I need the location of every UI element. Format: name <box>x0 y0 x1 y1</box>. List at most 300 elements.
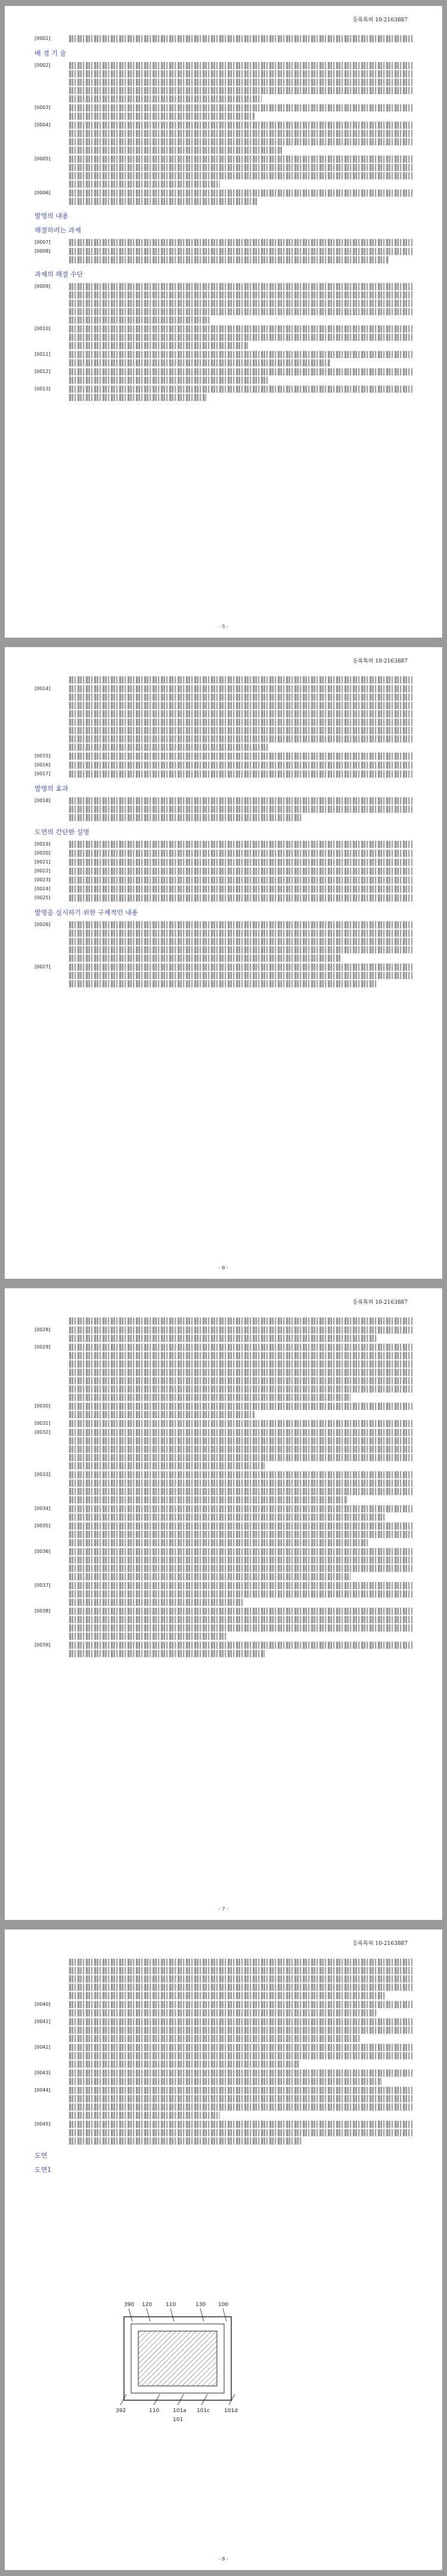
paragraph-text <box>69 849 412 858</box>
paragraph <box>35 894 412 903</box>
section-heading: 도면1 <box>35 2166 52 2174</box>
paragraph-number: [0024] <box>35 886 51 891</box>
paragraph-number: [0040] <box>35 2002 51 2007</box>
paragraph <box>35 770 412 779</box>
text-line <box>69 2121 412 2128</box>
text-line <box>69 702 412 709</box>
text-line <box>69 2035 361 2042</box>
text-line <box>69 113 254 120</box>
text-line <box>69 885 412 893</box>
page-body <box>35 1958 412 2178</box>
paragraph <box>35 189 412 206</box>
text-line <box>69 2052 412 2059</box>
text-line <box>69 964 412 971</box>
text-line <box>69 2069 412 2077</box>
hatched-region <box>138 2331 217 2386</box>
paragraph-text <box>69 1607 412 1641</box>
text-line <box>69 1590 412 1598</box>
text-line <box>69 1967 412 1974</box>
paragraph-text <box>69 385 412 402</box>
paragraph-text <box>69 1419 412 1428</box>
leader-line <box>178 2394 184 2405</box>
patent-number: 등록특허 10-2163887 <box>352 17 408 23</box>
paragraph <box>35 1548 412 1581</box>
text-line <box>69 1992 385 1999</box>
paragraph-text <box>69 2069 412 2086</box>
paragraph-number: [0009] <box>35 284 51 289</box>
text-line <box>69 181 220 188</box>
text-line <box>69 859 412 866</box>
paragraph <box>35 121 412 155</box>
leader-line <box>147 2308 150 2322</box>
paragraph-text <box>69 1581 412 1607</box>
paragraph-text <box>69 840 412 849</box>
paragraph-number: [0013] <box>35 386 51 391</box>
paragraph-text <box>69 761 412 770</box>
text-line <box>69 841 412 848</box>
patent-figure <box>112 2299 243 2424</box>
text-line <box>69 359 330 366</box>
paragraph <box>35 282 412 325</box>
paragraph-number: [0028] <box>35 1327 51 1332</box>
text-line <box>69 1429 412 1436</box>
paragraph <box>35 325 412 350</box>
paragraph <box>35 797 412 822</box>
text-line <box>69 744 268 751</box>
text-line <box>69 316 210 324</box>
figure-label: 120 <box>142 2302 153 2308</box>
paragraph <box>35 1326 412 1343</box>
paragraph-text <box>69 35 412 43</box>
text-line <box>69 762 412 769</box>
text-line <box>69 955 340 962</box>
paragraph <box>35 761 412 770</box>
leader-line <box>200 2308 204 2322</box>
leader-line <box>129 2308 132 2322</box>
paragraph <box>35 104 412 121</box>
paragraph <box>35 2086 412 2120</box>
text-line <box>69 980 378 987</box>
paragraph <box>35 885 412 894</box>
text-line <box>69 930 412 937</box>
page-body <box>35 676 412 989</box>
page-number: - 7 - <box>219 1906 228 1912</box>
paragraph-text <box>69 247 412 265</box>
text-line <box>69 1394 350 1401</box>
text-line <box>69 710 412 717</box>
paragraph <box>35 1343 412 1402</box>
paragraph <box>35 35 412 43</box>
section-heading: 배 경 기 술 <box>35 49 66 57</box>
section-heading: 발명을 실시하기 위한 구체적인 내용 <box>35 909 138 916</box>
text-line <box>69 334 412 341</box>
document-page <box>5 647 442 1279</box>
text-line <box>69 1599 244 1606</box>
text-line <box>69 1959 412 1966</box>
paragraph <box>35 1505 412 1522</box>
paragraph-text <box>69 2043 412 2069</box>
paragraph <box>35 385 412 402</box>
paragraph-text <box>69 1958 412 2000</box>
paragraph-number: [0027] <box>35 964 51 970</box>
paragraph-number <box>35 1958 69 1959</box>
text-line <box>69 1335 378 1342</box>
paragraph <box>35 1958 412 2000</box>
text-line <box>69 921 412 928</box>
text-line <box>69 1642 412 1649</box>
paragraph-number: [0019] <box>35 841 51 847</box>
figure-label: 101d <box>224 2408 238 2414</box>
text-line <box>69 368 412 375</box>
text-line <box>69 1471 412 1478</box>
paragraph <box>35 61 412 104</box>
paragraph <box>35 155 412 189</box>
paragraph-text <box>69 867 412 876</box>
paragraph-text <box>69 238 412 247</box>
text-line <box>69 1344 412 1351</box>
text-line <box>69 1582 412 1589</box>
text-line <box>69 104 412 111</box>
text-line <box>69 806 412 813</box>
text-line <box>69 2009 378 2016</box>
text-line <box>69 1403 412 1410</box>
paragraph-text <box>69 676 412 685</box>
section-heading: 발명의 효과 <box>35 785 69 793</box>
text-line <box>69 377 268 384</box>
paragraph <box>35 350 412 368</box>
paragraph <box>35 1419 412 1428</box>
paragraph-text <box>69 1505 412 1522</box>
paragraph <box>35 1641 412 1658</box>
figure-label: 130 <box>195 2302 206 2308</box>
paragraph-number: [0029] <box>35 1344 51 1350</box>
text-line <box>69 1411 254 1418</box>
paragraph <box>35 963 412 989</box>
paragraph-text <box>69 350 412 368</box>
text-line <box>69 850 412 857</box>
figure-label: 110 <box>166 2302 176 2308</box>
paragraph-text <box>69 2018 412 2043</box>
text-line <box>69 1556 412 1564</box>
paragraph-text <box>69 894 412 903</box>
paragraph-text <box>69 876 412 885</box>
paragraph-text <box>69 752 412 761</box>
text-line <box>69 727 412 734</box>
paragraph-text <box>69 2120 412 2146</box>
text-line <box>69 156 412 163</box>
paragraph-number: [0026] <box>35 922 51 927</box>
patent-number: 등록특허 10-2163887 <box>352 1300 408 1306</box>
paragraph <box>35 2069 412 2086</box>
paragraph-text <box>69 963 412 989</box>
page-body <box>35 1317 412 1658</box>
paragraph-number: [0034] <box>35 1506 51 1511</box>
text-line <box>69 1326 412 1334</box>
text-line <box>69 814 303 821</box>
paragraph-text <box>69 1402 412 1419</box>
text-line <box>69 2078 381 2085</box>
text-line <box>69 35 412 42</box>
paragraph-number: [0042] <box>35 2044 51 2050</box>
text-line <box>69 300 412 307</box>
paragraph-number: [0010] <box>35 326 51 331</box>
text-line <box>69 1616 412 1623</box>
leader-line <box>154 2394 160 2405</box>
paragraph-number: [0030] <box>35 1403 51 1409</box>
text-line <box>69 735 412 742</box>
text-line <box>69 1633 227 1640</box>
paragraph-text <box>69 1428 412 1471</box>
paragraph-text <box>69 921 412 963</box>
paragraph-number: [0007] <box>35 240 51 245</box>
page-body <box>35 35 412 402</box>
text-line <box>69 946 412 953</box>
text-line <box>69 1539 368 1546</box>
text-line <box>69 1352 412 1359</box>
paragraph <box>35 876 412 885</box>
paragraph-text <box>69 770 412 779</box>
paragraph-number: [0002] <box>35 63 51 68</box>
paragraph <box>35 858 412 867</box>
paragraph <box>35 1317 412 1326</box>
paragraph-text <box>69 685 412 752</box>
paragraph-number: [0035] <box>35 1523 51 1528</box>
section-heading: 발명의 내용 <box>35 212 69 220</box>
paragraph-number: [0038] <box>35 1608 51 1614</box>
paragraph-text <box>69 189 412 206</box>
paragraph-text <box>69 2000 412 2018</box>
paragraph-number: [0018] <box>35 798 51 803</box>
paragraph-number: [0021] <box>35 859 51 865</box>
text-line <box>69 1624 412 1632</box>
text-line <box>69 1437 412 1444</box>
paragraph-text <box>69 1471 412 1505</box>
paragraph-text <box>69 1548 412 1581</box>
figure-label: 101c <box>197 2408 210 2414</box>
paragraph-number: [0023] <box>35 877 51 883</box>
paragraph-text <box>69 1343 412 1402</box>
text-line <box>69 172 412 179</box>
text-line <box>69 79 412 86</box>
paragraph-text <box>69 797 412 822</box>
text-line <box>69 694 412 701</box>
text-line <box>69 164 412 171</box>
text-line <box>69 685 412 692</box>
text-line <box>69 1608 412 1615</box>
text-line <box>69 1573 350 1580</box>
text-line <box>69 1317 412 1325</box>
paragraph <box>35 1581 412 1607</box>
paragraph-number: [0006] <box>35 190 51 195</box>
leader-line <box>223 2308 226 2322</box>
paragraph-number: [0005] <box>35 156 51 161</box>
paragraph <box>35 685 412 752</box>
text-line <box>69 291 412 299</box>
figure-label: 110 <box>149 2408 160 2414</box>
text-line <box>69 1514 385 1521</box>
text-line <box>69 770 412 778</box>
patent-number: 등록특허 10-2163887 <box>352 1941 408 1947</box>
paragraph-number: [0020] <box>35 850 51 856</box>
paragraph-number: [0014] <box>35 686 51 691</box>
text-line <box>69 2018 412 2025</box>
text-line <box>69 1369 412 1376</box>
paragraph-number: [0031] <box>35 1421 51 1426</box>
paragraph <box>35 2018 412 2043</box>
section-heading: 과제의 해결 수단 <box>35 271 83 278</box>
paragraph-text <box>69 1317 412 1326</box>
paragraph <box>35 1522 412 1548</box>
paragraph-text <box>69 858 412 867</box>
text-line <box>69 1496 347 1503</box>
text-line <box>69 1565 412 1572</box>
paragraph <box>35 238 412 247</box>
text-line <box>69 676 412 683</box>
text-line <box>69 719 412 726</box>
paragraph-number: [0015] <box>35 753 51 759</box>
paragraph-number: [0004] <box>35 122 51 128</box>
text-line <box>69 868 412 875</box>
document-page <box>5 1929 442 2570</box>
paragraph-text <box>69 325 412 350</box>
paragraph <box>35 2000 412 2018</box>
section-heading: 도면 <box>35 2152 48 2159</box>
text-line <box>69 877 412 884</box>
paragraph <box>35 247 412 265</box>
text-line <box>69 1377 412 1384</box>
paragraph-number: [0037] <box>35 1583 51 1588</box>
section-heading: 도면의 간단한 설명 <box>35 828 90 836</box>
paragraph-text <box>69 1326 412 1343</box>
text-line <box>69 87 412 94</box>
paragraph-number: [0016] <box>35 762 51 767</box>
text-line <box>69 138 412 145</box>
text-line <box>69 1480 412 1487</box>
paragraph <box>35 1402 412 1419</box>
document-page <box>5 6 442 638</box>
text-line <box>69 2095 412 2102</box>
text-line <box>69 283 412 290</box>
text-line <box>69 2061 299 2068</box>
paragraph-text <box>69 368 412 385</box>
text-line <box>69 2027 412 2034</box>
text-line <box>69 1454 412 1461</box>
text-line <box>69 239 412 246</box>
paragraph <box>35 867 412 876</box>
text-line <box>69 1975 412 1983</box>
text-line <box>69 351 412 358</box>
text-line <box>69 394 206 401</box>
page-number: - 8 - <box>219 2556 228 2562</box>
paragraph-text <box>69 155 412 189</box>
paragraph-number: [0025] <box>35 895 51 900</box>
text-line <box>69 130 412 137</box>
leader-line <box>229 2394 235 2405</box>
text-line <box>69 386 412 393</box>
document-page <box>5 1288 442 1920</box>
paragraph-number: [0045] <box>35 2121 51 2127</box>
paragraph-text <box>69 1641 412 1658</box>
figure-label: 101a <box>173 2408 187 2414</box>
text-line <box>69 189 412 197</box>
text-line <box>69 2001 412 2008</box>
text-line <box>69 1488 412 1495</box>
text-line <box>69 325 412 333</box>
text-line <box>69 2087 412 2094</box>
paragraph <box>35 921 412 963</box>
text-line <box>69 95 262 102</box>
paragraph-number: [0032] <box>35 1430 51 1435</box>
paragraph <box>35 2043 412 2069</box>
text-line <box>69 1385 412 1393</box>
text-line <box>69 198 258 205</box>
paragraph-number: [0022] <box>35 868 51 874</box>
paragraph-text <box>69 104 412 121</box>
text-line <box>69 256 389 263</box>
text-line <box>69 342 248 349</box>
text-line <box>69 972 412 979</box>
paragraph-text <box>69 61 412 104</box>
paragraph-number: [0033] <box>35 1472 51 1477</box>
paragraph-number: [0036] <box>35 1549 51 1554</box>
text-line <box>69 70 412 77</box>
paragraph-number: [0012] <box>35 369 51 374</box>
paragraph <box>35 676 412 685</box>
paragraph-text <box>69 2086 412 2120</box>
leader-line <box>120 2394 126 2405</box>
page-number: - 6 - <box>219 1265 228 1270</box>
figure-label: 101 <box>173 2417 184 2423</box>
text-line <box>69 1531 412 1538</box>
paragraph-text <box>69 121 412 155</box>
paragraph-text <box>69 885 412 894</box>
text-line <box>69 1984 412 1991</box>
text-line <box>69 1420 412 1427</box>
text-line <box>69 1462 265 1469</box>
figure-label: 100 <box>218 2302 229 2308</box>
text-line <box>69 1650 265 1657</box>
text-line <box>69 2137 303 2145</box>
paragraph <box>35 752 412 761</box>
text-line <box>69 1446 412 1453</box>
figure-label: 392 <box>116 2408 126 2414</box>
text-line <box>69 753 412 760</box>
paragraph-number: [0008] <box>35 248 51 254</box>
paragraph-number: [0039] <box>35 1642 51 1648</box>
text-line <box>69 2129 412 2136</box>
text-line <box>69 2103 412 2111</box>
text-line <box>69 308 412 315</box>
page-number: - 5 - <box>219 624 228 629</box>
paragraph-text <box>69 282 412 325</box>
text-line <box>69 122 412 129</box>
text-line <box>69 1522 412 1530</box>
paragraph <box>35 2120 412 2146</box>
text-line <box>69 2044 412 2051</box>
text-line <box>69 1360 412 1368</box>
text-line <box>69 894 412 902</box>
figure-label: 390 <box>124 2302 135 2308</box>
text-line <box>69 248 412 255</box>
paragraph-number: [0001] <box>35 36 51 41</box>
paragraph-text <box>69 1522 412 1548</box>
paragraph-number: [0017] <box>35 771 51 776</box>
text-line <box>69 2112 220 2119</box>
text-line <box>69 147 282 154</box>
section-heading: 해결하려는 과제 <box>35 226 81 234</box>
leader-line <box>201 2394 207 2405</box>
paragraph-number: [0044] <box>35 2087 51 2093</box>
